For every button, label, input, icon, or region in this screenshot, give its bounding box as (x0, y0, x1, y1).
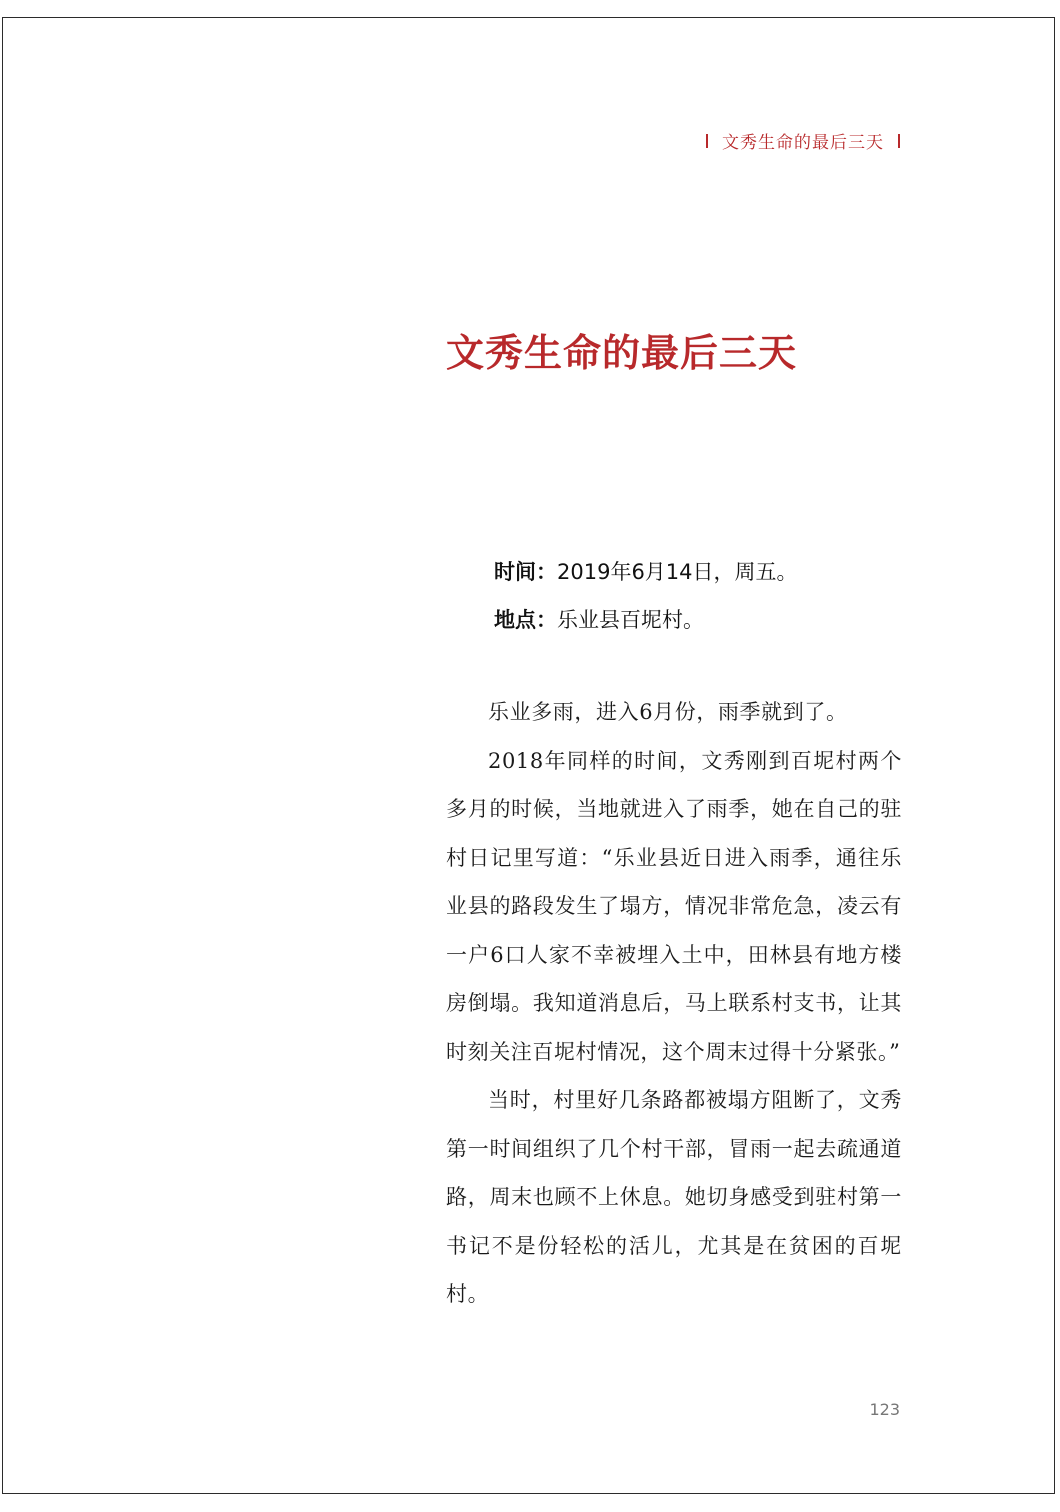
paragraph: 乐业多雨，进入6月份，雨季就到了。 (488, 700, 848, 724)
meta-time-value: 2019年6月14日，周五。 (557, 560, 798, 584)
running-header (706, 128, 900, 153)
meta-block (494, 548, 798, 644)
meta-time-row (494, 548, 798, 596)
page-number: 123 (869, 1400, 900, 1419)
running-header-title: 文秀生命的最后三天 (722, 133, 884, 153)
header-bar-right (898, 134, 900, 148)
paragraph: 2018年同样的时间，文秀刚到百坭村两个多月的时候，当地就进入了雨季，她在自己的驻村日记里写道：“乐业县近日进入雨季，通往乐业县的路段发生了塌方，情况非常危急，凌云有一户6口人家不幸被埋入土中，田林县有地方楼房倒塌。我知道消息后，马上联系村支书，让其时刻关注百坭村情况，这个周末过得十分紧张。” (446, 748, 902, 1064)
body-text (446, 688, 902, 1319)
chapter-title: 文秀生命的最后三天 (446, 330, 798, 375)
meta-place-row (494, 596, 798, 644)
header-bar-left (706, 134, 708, 148)
meta-place-value: 乐业县百坭村。 (557, 608, 704, 632)
paragraph: 当时，村里好几条路都被塌方阻断了，文秀第一时间组织了几个村干部，冒雨一起去疏通道路，周末也顾不上休息。她切身感受到驻村第一书记不是份轻松的活儿，尤其是在贫困的百坭村。 (446, 1088, 902, 1306)
meta-place-label: 地点： (494, 608, 557, 632)
meta-time-label: 时间： (494, 560, 557, 584)
